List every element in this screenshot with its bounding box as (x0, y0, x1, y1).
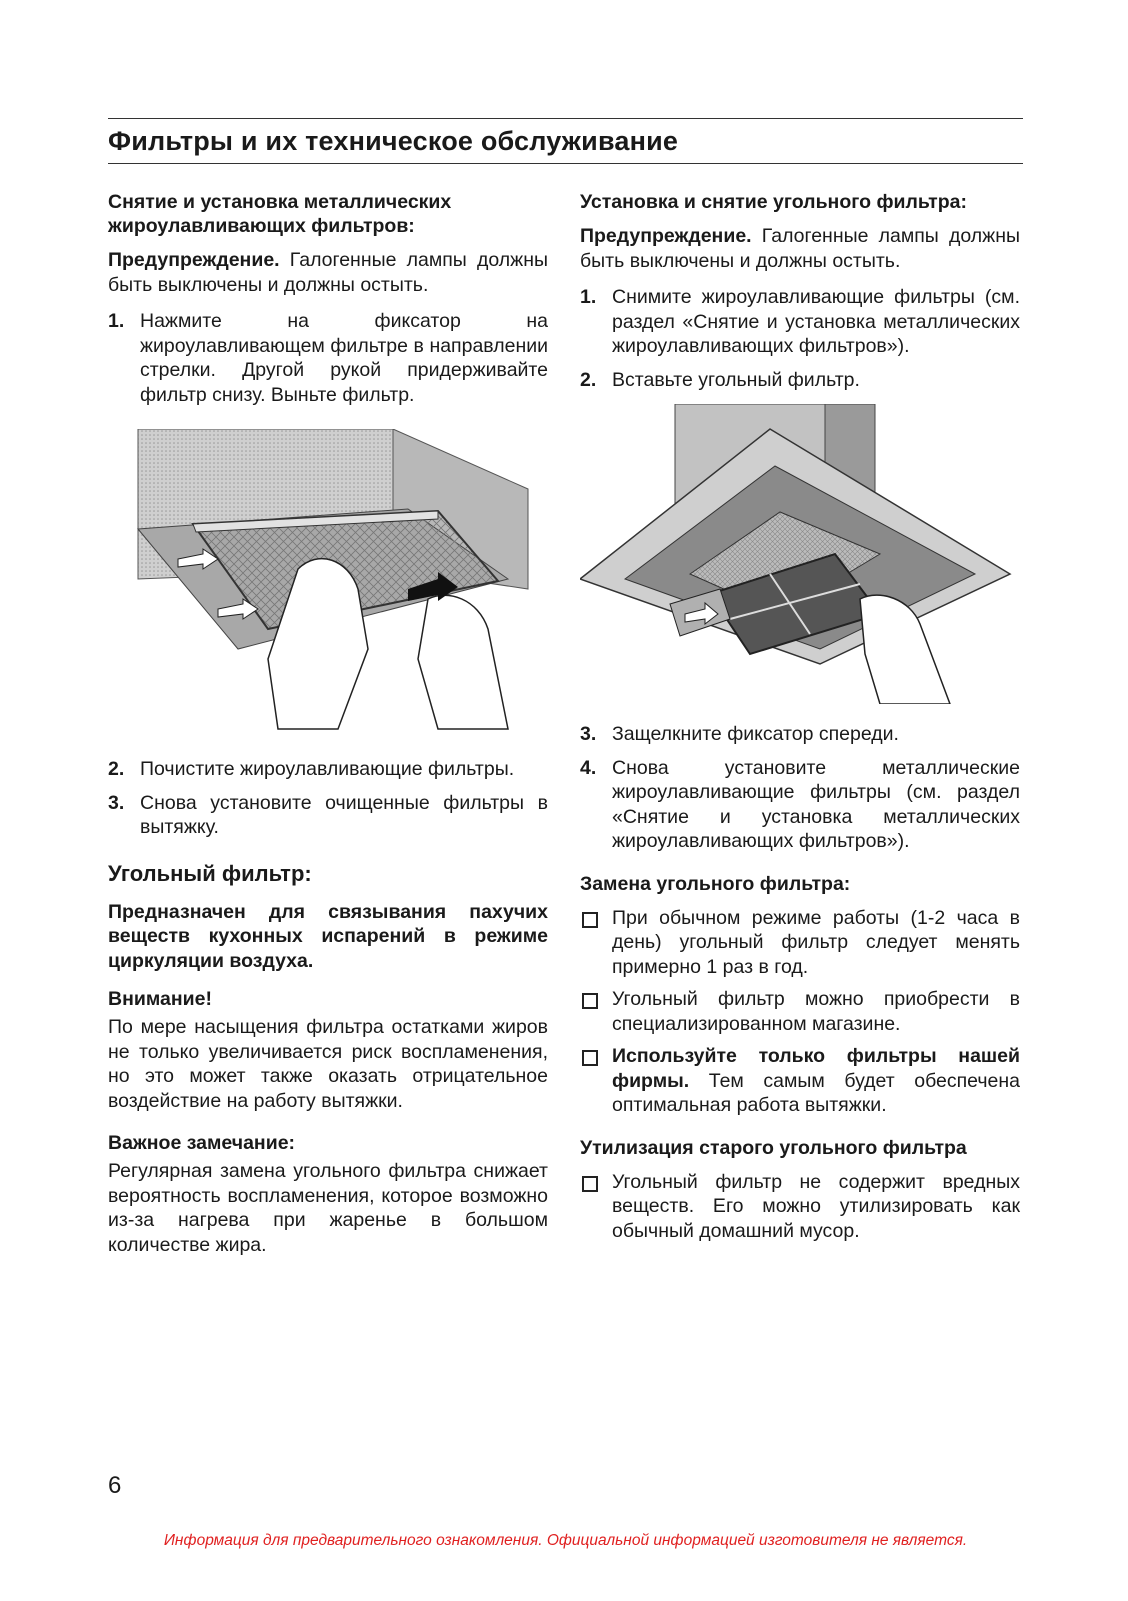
item-text: Угольный фильтр не содержит вредных веществ. Его можно утилизировать как обычный домашний мусор. (612, 1170, 1020, 1242)
list-item (580, 285, 1020, 359)
step-text: Защелкните фиксатор спереди. (612, 723, 899, 745)
left-warning (108, 248, 548, 297)
step-number: 2. (580, 368, 597, 391)
list-item (580, 756, 1020, 854)
replace-heading: Замена угольного фильтра: (580, 872, 851, 895)
list-item (580, 1170, 1020, 1244)
item-text: Тем самым будет обеспечена оптимальная работа вытяжки. (612, 1069, 1020, 1116)
list-item (108, 309, 548, 407)
metal-filter-heading: Снятие и установка металлических жироулавливающих фильтров: (108, 191, 452, 237)
list-item (108, 757, 548, 782)
step-text: Снимите жироулавливающие фильтры (см. раздел «Снятие и установка металлических жироулавливающих фильтров»). (612, 286, 1020, 357)
left-steps-a (108, 309, 548, 407)
note-text: Регулярная замена угольного фильтра снижает вероятность воспламенения, которое возможно из-за нагрева при жаренье в большом количестве жира. (108, 1160, 548, 1256)
right-warning (580, 224, 1020, 273)
left-column (108, 190, 548, 1269)
item-text: Угольный фильтр можно приобрести в специализированном магазине. (612, 988, 1020, 1035)
disclaimer: Информация для предварительного ознакомления. Официальной информацией изготовителя не является. (163, 1532, 968, 1549)
step-text: Почистите жироулавливающие фильтры. (140, 758, 515, 780)
disposal-heading: Утилизация старого угольного фильтра (580, 1136, 967, 1159)
right-warning-text: Галогенные лампы должны быть выключены и должны остыть. (580, 225, 1020, 272)
carbon-filter-heading: Угольный фильтр: (108, 860, 312, 886)
step-number: 1. (108, 310, 125, 332)
page-title: Фильтры и их техническое обслуживание (108, 126, 679, 156)
step-text: Нажмите на фиксатор на жироулавливающем фильтре в направлении стрелки. Другой рукой придерживайте фильтр снизу. Выньте фильтр. (140, 310, 548, 406)
step-text: Снова установите очищенные фильтры в вытяжку. (140, 791, 548, 838)
carbon-filter-intro: Предназначен для связывания пахучих веществ кухонных испарений в режиме циркуляции воздуха. (108, 900, 548, 972)
list-item (580, 1044, 1020, 1118)
note-heading: Важное замечание: (108, 1132, 296, 1154)
right-column (580, 190, 1020, 1255)
title-rule (108, 163, 1023, 164)
item-text: При обычном режиме работы (1-2 часа в день) угольный фильтр следует менять примерно 1 раз в год. (612, 906, 1020, 978)
step-number: 4. (580, 756, 597, 779)
page-number: 6 (108, 1472, 122, 1499)
step-text: Вставьте угольный фильтр. (612, 368, 860, 391)
carbon-filter-illustration (580, 404, 1020, 704)
list-item (580, 987, 1020, 1036)
checkbox-bullet-icon (582, 1050, 598, 1066)
attention-heading: Внимание! (108, 988, 212, 1010)
list-item (580, 368, 1020, 393)
left-warning-label: Предупреждение. (108, 249, 280, 271)
step-number: 3. (580, 723, 597, 745)
carbon-install-heading: Установка и снятие угольного фильтра: (580, 191, 967, 213)
item-bold-text: Используйте только фильтры нашей фирмы. (612, 1045, 1020, 1092)
left-steps-b (108, 757, 548, 840)
checkbox-bullet-icon (582, 912, 598, 928)
attention-text: По мере насыщения фильтра остатками жиров не только увеличивается риск воспламенения, но это может также оказать отрицательное воздействие на работу вытяжки. (108, 1016, 548, 1112)
right-steps-b (580, 722, 1020, 854)
replace-list (580, 906, 1020, 1118)
list-item (580, 722, 1020, 747)
right-warning-label: Предупреждение. (580, 225, 752, 247)
disposal-list (580, 1170, 1020, 1244)
step-number: 3. (108, 791, 125, 814)
metal-filter-illustration (108, 429, 548, 739)
list-item (580, 906, 1020, 980)
checkbox-bullet-icon (582, 1176, 598, 1192)
step-text: Снова установите металлические жироулавливающие фильтры (см. раздел «Снятие и установка металлических жироулавливающих фильтров»). (612, 756, 1020, 852)
top-rule (108, 118, 1023, 119)
step-number: 2. (108, 758, 125, 780)
list-item (108, 791, 548, 840)
left-warning-text: Галогенные лампы должны быть выключены и должны остыть. (108, 249, 548, 296)
checkbox-bullet-icon (582, 993, 598, 1009)
step-number: 1. (580, 286, 597, 308)
right-steps-a (580, 285, 1020, 392)
